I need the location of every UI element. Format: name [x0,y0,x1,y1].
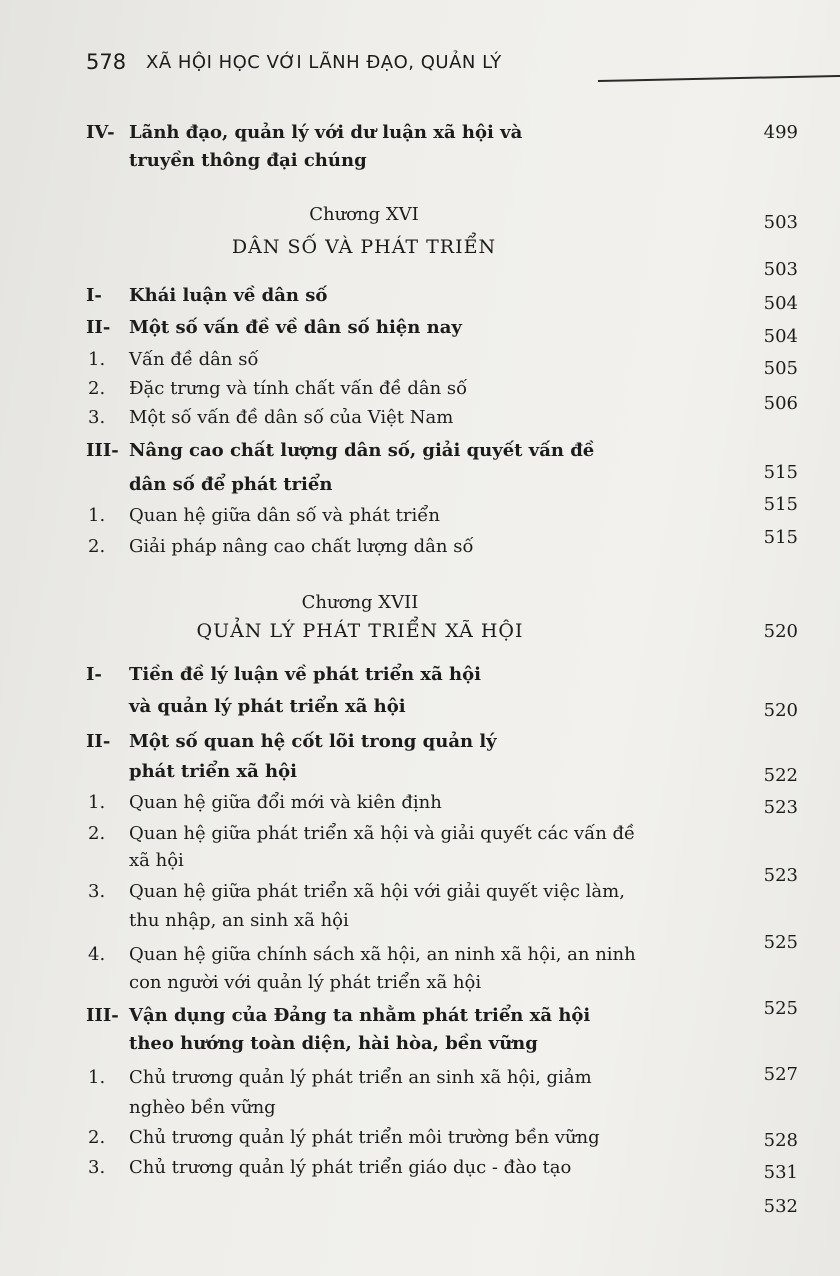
chapter-title: QUẢN LÝ PHÁT TRIỂN XÃ HỘI [196,620,524,642]
page-ref: 528 [763,1130,798,1151]
section-title-line-1: Vận dụng của Đảng ta nhằm phát triển xã hội [129,1005,591,1026]
section-title-line-2: phát triển xã hội [129,761,297,782]
page-ref: 504 [763,326,798,347]
section-title-line-1: Lãnh đạo, quản lý với dư luận xã hội và [129,122,523,143]
page-ref: 505 [763,358,798,379]
item-number: 2. [88,378,106,399]
section-title-line-1: Một số quan hệ cốt lõi trong quản lý [129,731,497,752]
item-title-line-2: nghèo bền vững [129,1097,276,1118]
item-number: 2. [88,823,106,844]
section-title: Một số vấn đề về dân số hiện nay [129,317,462,338]
section-title-line-1: Nâng cao chất lượng dân số, giải quyết vấn đề [129,440,595,461]
item-title: Chủ trương quản lý phát triển môi trường bền vững [129,1127,600,1148]
section-number: I- [86,664,102,685]
item-number: 1. [88,349,106,370]
chapter-label: Chương XVI [309,204,419,225]
page-ref: 499 [763,122,798,143]
header-rule [598,74,840,82]
section-number: II- [86,731,111,752]
page-ref: 515 [763,462,798,483]
item-title: Quan hệ giữa đổi mới và kiên định [129,792,442,813]
item-title-line-2: xã hội [129,850,184,871]
item-number: 1. [88,505,106,526]
page-ref: 515 [763,527,798,548]
page-ref: 525 [763,998,798,1019]
page-ref: 531 [763,1162,798,1183]
item-title-line-1: Quan hệ giữa chính sách xã hội, an ninh xã hội, an ninh [129,944,636,965]
item-number: 4. [88,944,106,965]
item-title-line-1: Chủ trương quản lý phát triển an sinh xã hội, giảm [129,1067,592,1088]
section-number: I- [86,285,102,306]
page-ref: 503 [763,212,798,233]
item-title: Chủ trương quản lý phát triển giáo dục - đào tạo [129,1157,572,1178]
section-title-line-2: dân số để phát triển [129,474,333,495]
item-number: 3. [88,881,106,902]
item-title-line-2: thu nhập, an sinh xã hội [129,910,349,931]
item-title: Giải pháp nâng cao chất lượng dân số [129,536,474,557]
section-number: IV- [86,122,115,143]
item-number: 3. [88,1157,106,1178]
page-ref: 515 [763,494,798,515]
item-title: Vấn đề dân số [129,349,259,370]
section-title-line-2: theo hướng toàn diện, hài hòa, bền vững [129,1033,538,1054]
item-title-line-1: Quan hệ giữa phát triển xã hội với giải quyết việc làm, [129,881,625,902]
page-number: 578 [86,50,127,74]
page-ref: 504 [763,293,798,314]
section-title-line-2: và quản lý phát triển xã hội [129,696,406,717]
section-number: III- [86,1005,119,1026]
item-number: 2. [88,536,106,557]
item-title: Quan hệ giữa dân số và phát triển [129,505,440,526]
page-ref: 525 [763,932,798,953]
page-ref: 527 [763,1064,798,1085]
page-ref: 520 [763,621,798,642]
item-number: 1. [88,1067,106,1088]
item-number: 2. [88,1127,106,1148]
page-ref: 506 [763,393,798,414]
section-number: II- [86,317,111,338]
item-title: Đặc trưng và tính chất vấn đề dân số [129,378,468,399]
item-number: 3. [88,407,106,428]
page-ref: 503 [763,259,798,280]
chapter-title: DÂN SỐ VÀ PHÁT TRIỂN [231,236,497,258]
section-title-line-1: Tiền đề lý luận về phát triển xã hội [129,664,481,685]
page-ref: 532 [763,1196,798,1217]
section-title: Khái luận về dân số [129,285,328,306]
item-title-line-2: con người với quản lý phát triển xã hội [129,972,482,993]
chapter-label: Chương XVII [301,592,419,613]
section-number: III- [86,440,119,461]
running-title: XÃ HỘI HỌC VỚI LÃNH ĐẠO, QUẢN LÝ [146,52,502,73]
item-number: 1. [88,792,106,813]
page-ref: 523 [763,797,798,818]
page-ref: 522 [763,765,798,786]
item-title: Một số vấn đề dân số của Việt Nam [129,407,454,428]
page-ref: 523 [763,865,798,886]
item-title-line-1: Quan hệ giữa phát triển xã hội và giải quyết các vấn đề [129,823,636,844]
section-title-line-2: truyền thông đại chúng [129,150,367,171]
page-ref: 520 [763,700,798,721]
